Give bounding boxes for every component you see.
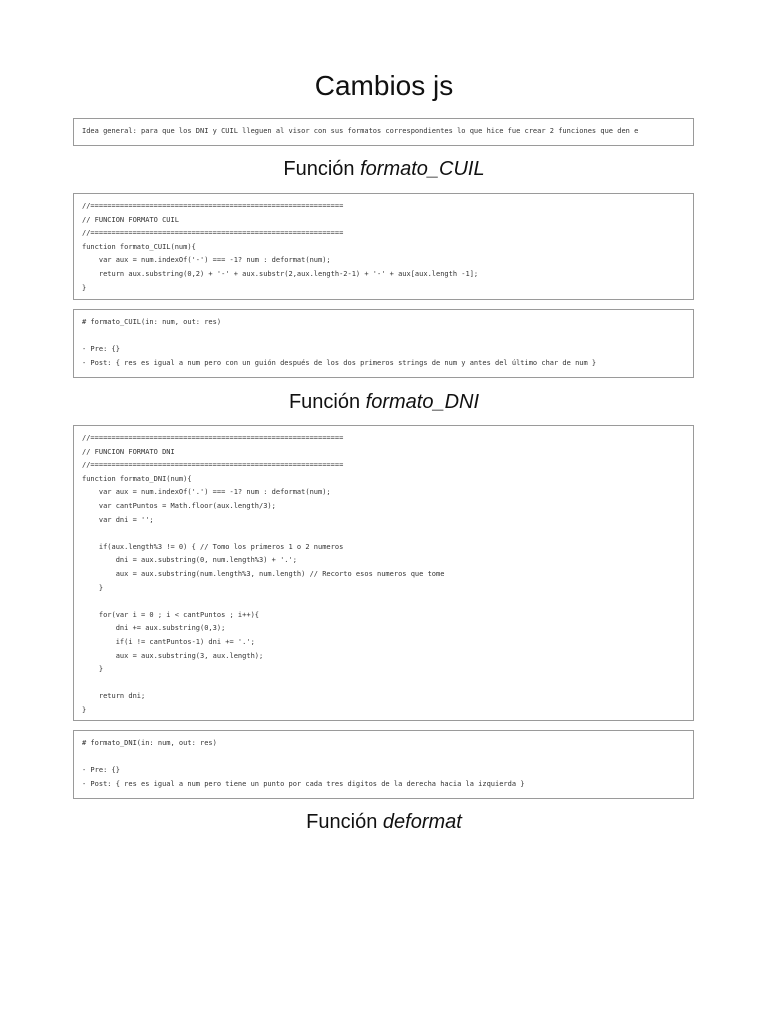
code-text: //============================================================ // FUNCION FORMATO DNI //============================================================ function formato_DNI(num){ var aux = num.indexOf('.') === -1? num : deformat(num); var cantPuntos = Math.floor(aux.length/3); var dni = ''; if(aux.length%3 != 0) { // Tomo los primeros 1 o 2 numeros dni = aux.substring(0, num.length%3) + '.'; aux = aux.substring(num.length%3, num.length) // Recorto esos numeros que tome } for(var i = 0 ; i < cantPuntos ; i++){ dni += aux.substring(0,3); if(i != cantPuntos-1) dni += '.'; aux = aux.substring(3, aux.length); } return dni; }: [82, 434, 445, 714]
heading-formato-dni: [0, 391, 768, 414]
spec-text: # formato_CUIL(in: num, out: res) - Pre: {} - Post: { res es igual a num pero con un guión después de los dos primeros strings de num y antes del último char de num }: [82, 318, 597, 367]
heading-function-name: formato_DNI: [365, 391, 480, 413]
intro-text: Idea general: para que los DNI y CUIL lleguen al visor con sus formatos correspondientes lo que hice fue crear 2 funciones que den e: [82, 127, 639, 135]
heading-prefix: Función: [288, 391, 366, 413]
heading-formato-cuil: [0, 158, 768, 181]
code-block-formato-cuil: [73, 193, 694, 300]
spec-block-formato-cuil: [73, 309, 694, 378]
code-block-formato-dni: [73, 425, 694, 721]
heading-function-name: formato_CUIL: [360, 158, 485, 180]
code-text: //============================================================ // FUNCION FORMATO CUIL //============================================================ function formato_CUIL(num){ var aux = num.indexOf('-') === -1? num : deformat(num); return aux.substring(0,2) + '-' + aux.substr(2,aux.length-2-1) + '-' + aux[aux.length -1]; }: [82, 202, 479, 292]
heading-prefix: Función: [306, 811, 383, 833]
intro-box: [73, 118, 694, 146]
heading-prefix: Función: [283, 158, 361, 180]
page-title: Cambios js: [314, 70, 454, 101]
spec-block-formato-dni: [73, 730, 694, 799]
spec-text: # formato_DNI(in: num, out: res) - Pre: {} - Post: { res es igual a num pero tiene un punto por cada tres digitos de la derecha hacia la izquierda }: [82, 739, 525, 788]
heading-deformat: [0, 811, 768, 834]
heading-function-name: deformat: [382, 811, 462, 833]
